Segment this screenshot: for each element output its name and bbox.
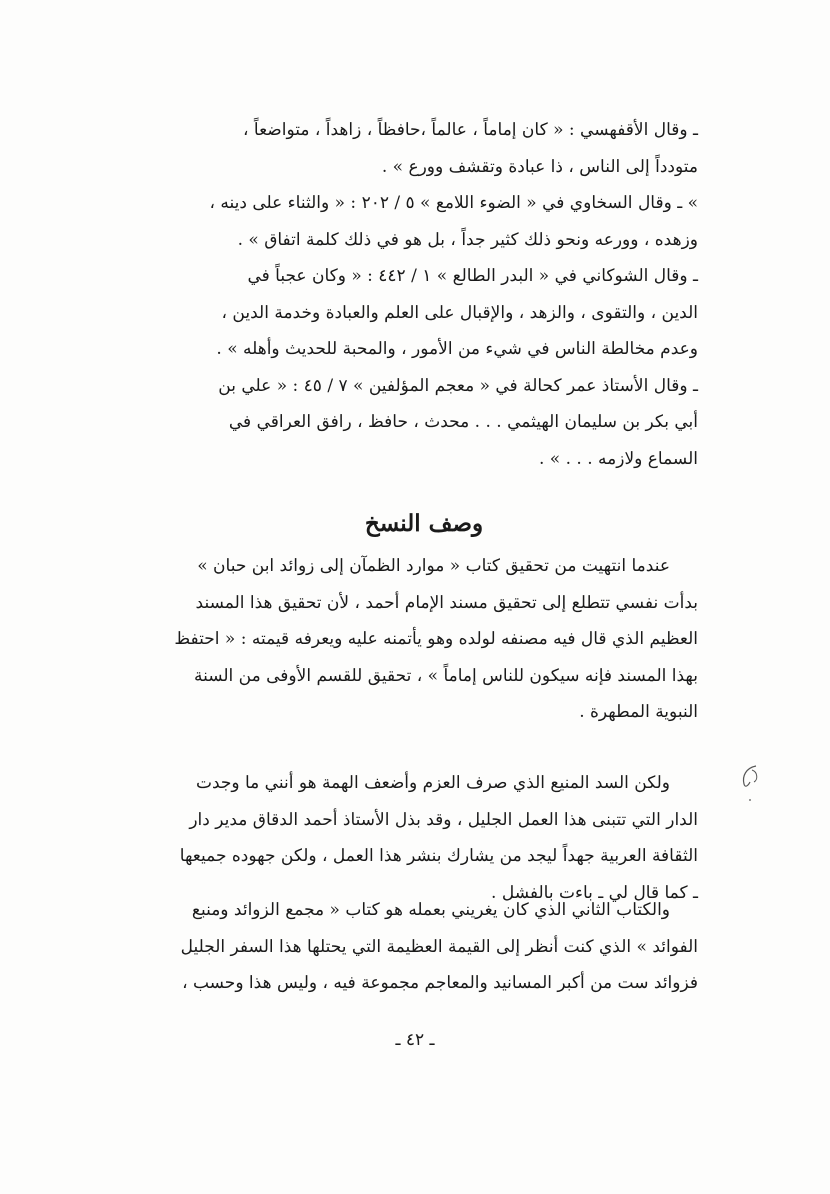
text-line: ـ كما قال لي ـ باءت بالفشل . xyxy=(491,882,698,903)
text-line: عندما انتهيت من تحقيق كتاب « موارد الظمآن إلى زوائد ابن حبان » xyxy=(197,556,670,576)
text-line: الثقافة العربية جهداً ليجد من يشارك بنشر هذا العمل ، ولكن جهوده جميعها xyxy=(179,846,698,866)
text-line: ـ وقال الأقفهسي : « كان إماماً ، عالماً ،حافظاً ، زاهداً ، متواضعاً ، xyxy=(243,120,698,140)
text-line: فزوائد ست من أكبر المسانيد والمعاجم مجموعة فيه ، وليس هذا وحسب ، xyxy=(182,973,698,993)
text-line: متودداً إلى الناس ، ذا عبادة وتقشف وورع » . xyxy=(381,156,698,177)
text-line: الدين ، والتقوى ، والزهد ، والإقبال على العلم والعبادة وخدمة الدين ، xyxy=(221,302,698,323)
paragraph-2 xyxy=(150,765,698,911)
paragraph-3 xyxy=(150,892,698,1002)
text-line: والكتاب الثاني الذي كان يغريني بعمله هو كتاب « مجمع الزوائد ومنبع xyxy=(191,900,670,920)
quotations-block xyxy=(150,112,698,477)
text-line: الدار التي تتبنى هذا العمل الجليل ، وقد بذل الأستاذ أحمد الدقاق مدير دار xyxy=(189,809,698,830)
paragraph-1 xyxy=(150,548,698,731)
text-line: ـ وقال الأستاذ عمر كحالة في « معجم المؤلفين » ٧ / ٤٥ : « علي بن xyxy=(218,375,698,396)
text-line: بدأت نفسي تتطلع إلى تحقيق مسند الإمام أحمد ، لأن تحقيق هذا المسند xyxy=(195,592,698,613)
text-line: النبوية المطهرة . xyxy=(579,702,698,722)
text-line: الفوائد » الذي كنت أنظر إلى القيمة العظيمة التي يحتلها هذا السفر الجليل xyxy=(180,936,698,957)
text-line: بهذا المسند فإنه سيكون للناس إماماً » ، تحقيق للقسم الأوفى من السنة xyxy=(193,665,698,686)
text-line: ولكن السد المنيع الذي صرف العزم وأضعف الهمة هو أنني ما وجدت xyxy=(195,773,670,793)
text-line: السماع ولازمه . . . » . xyxy=(539,448,698,469)
section-heading: وصف النسخ xyxy=(364,510,484,537)
text-line: العظيم الذي قال فيه مصنفه لولده وهو يأتمنه عليه ويعرفه قيمته : « احتفظ xyxy=(174,629,698,649)
text-line: أبي بكر بن سليمان الهيثمي . . . محدث ، حافظ ، رافق العراقي في xyxy=(228,412,698,432)
page-number: ـ ٤٢ ـ xyxy=(395,1030,435,1050)
text-line: » ـ وقال السخاوي في « الضوء اللامع » ٥ / ٢٠٢ : « والثناء على دينه ، xyxy=(209,193,698,213)
text-line: وعدم مخالطة الناس في شيء من الأمور ، والمحبة للحديث وأهله » . xyxy=(216,339,698,359)
text-line: وزهده ، وورعه ونحو ذلك كثير جداً ، بل هو في ذلك كلمة اتفاق » . xyxy=(237,229,698,250)
text-line: ـ وقال الشوكاني في « البدر الطالع » ١ / ٤٤٢ : « وكان عجباً في xyxy=(247,266,698,286)
margin-annotation-mark xyxy=(738,762,762,806)
